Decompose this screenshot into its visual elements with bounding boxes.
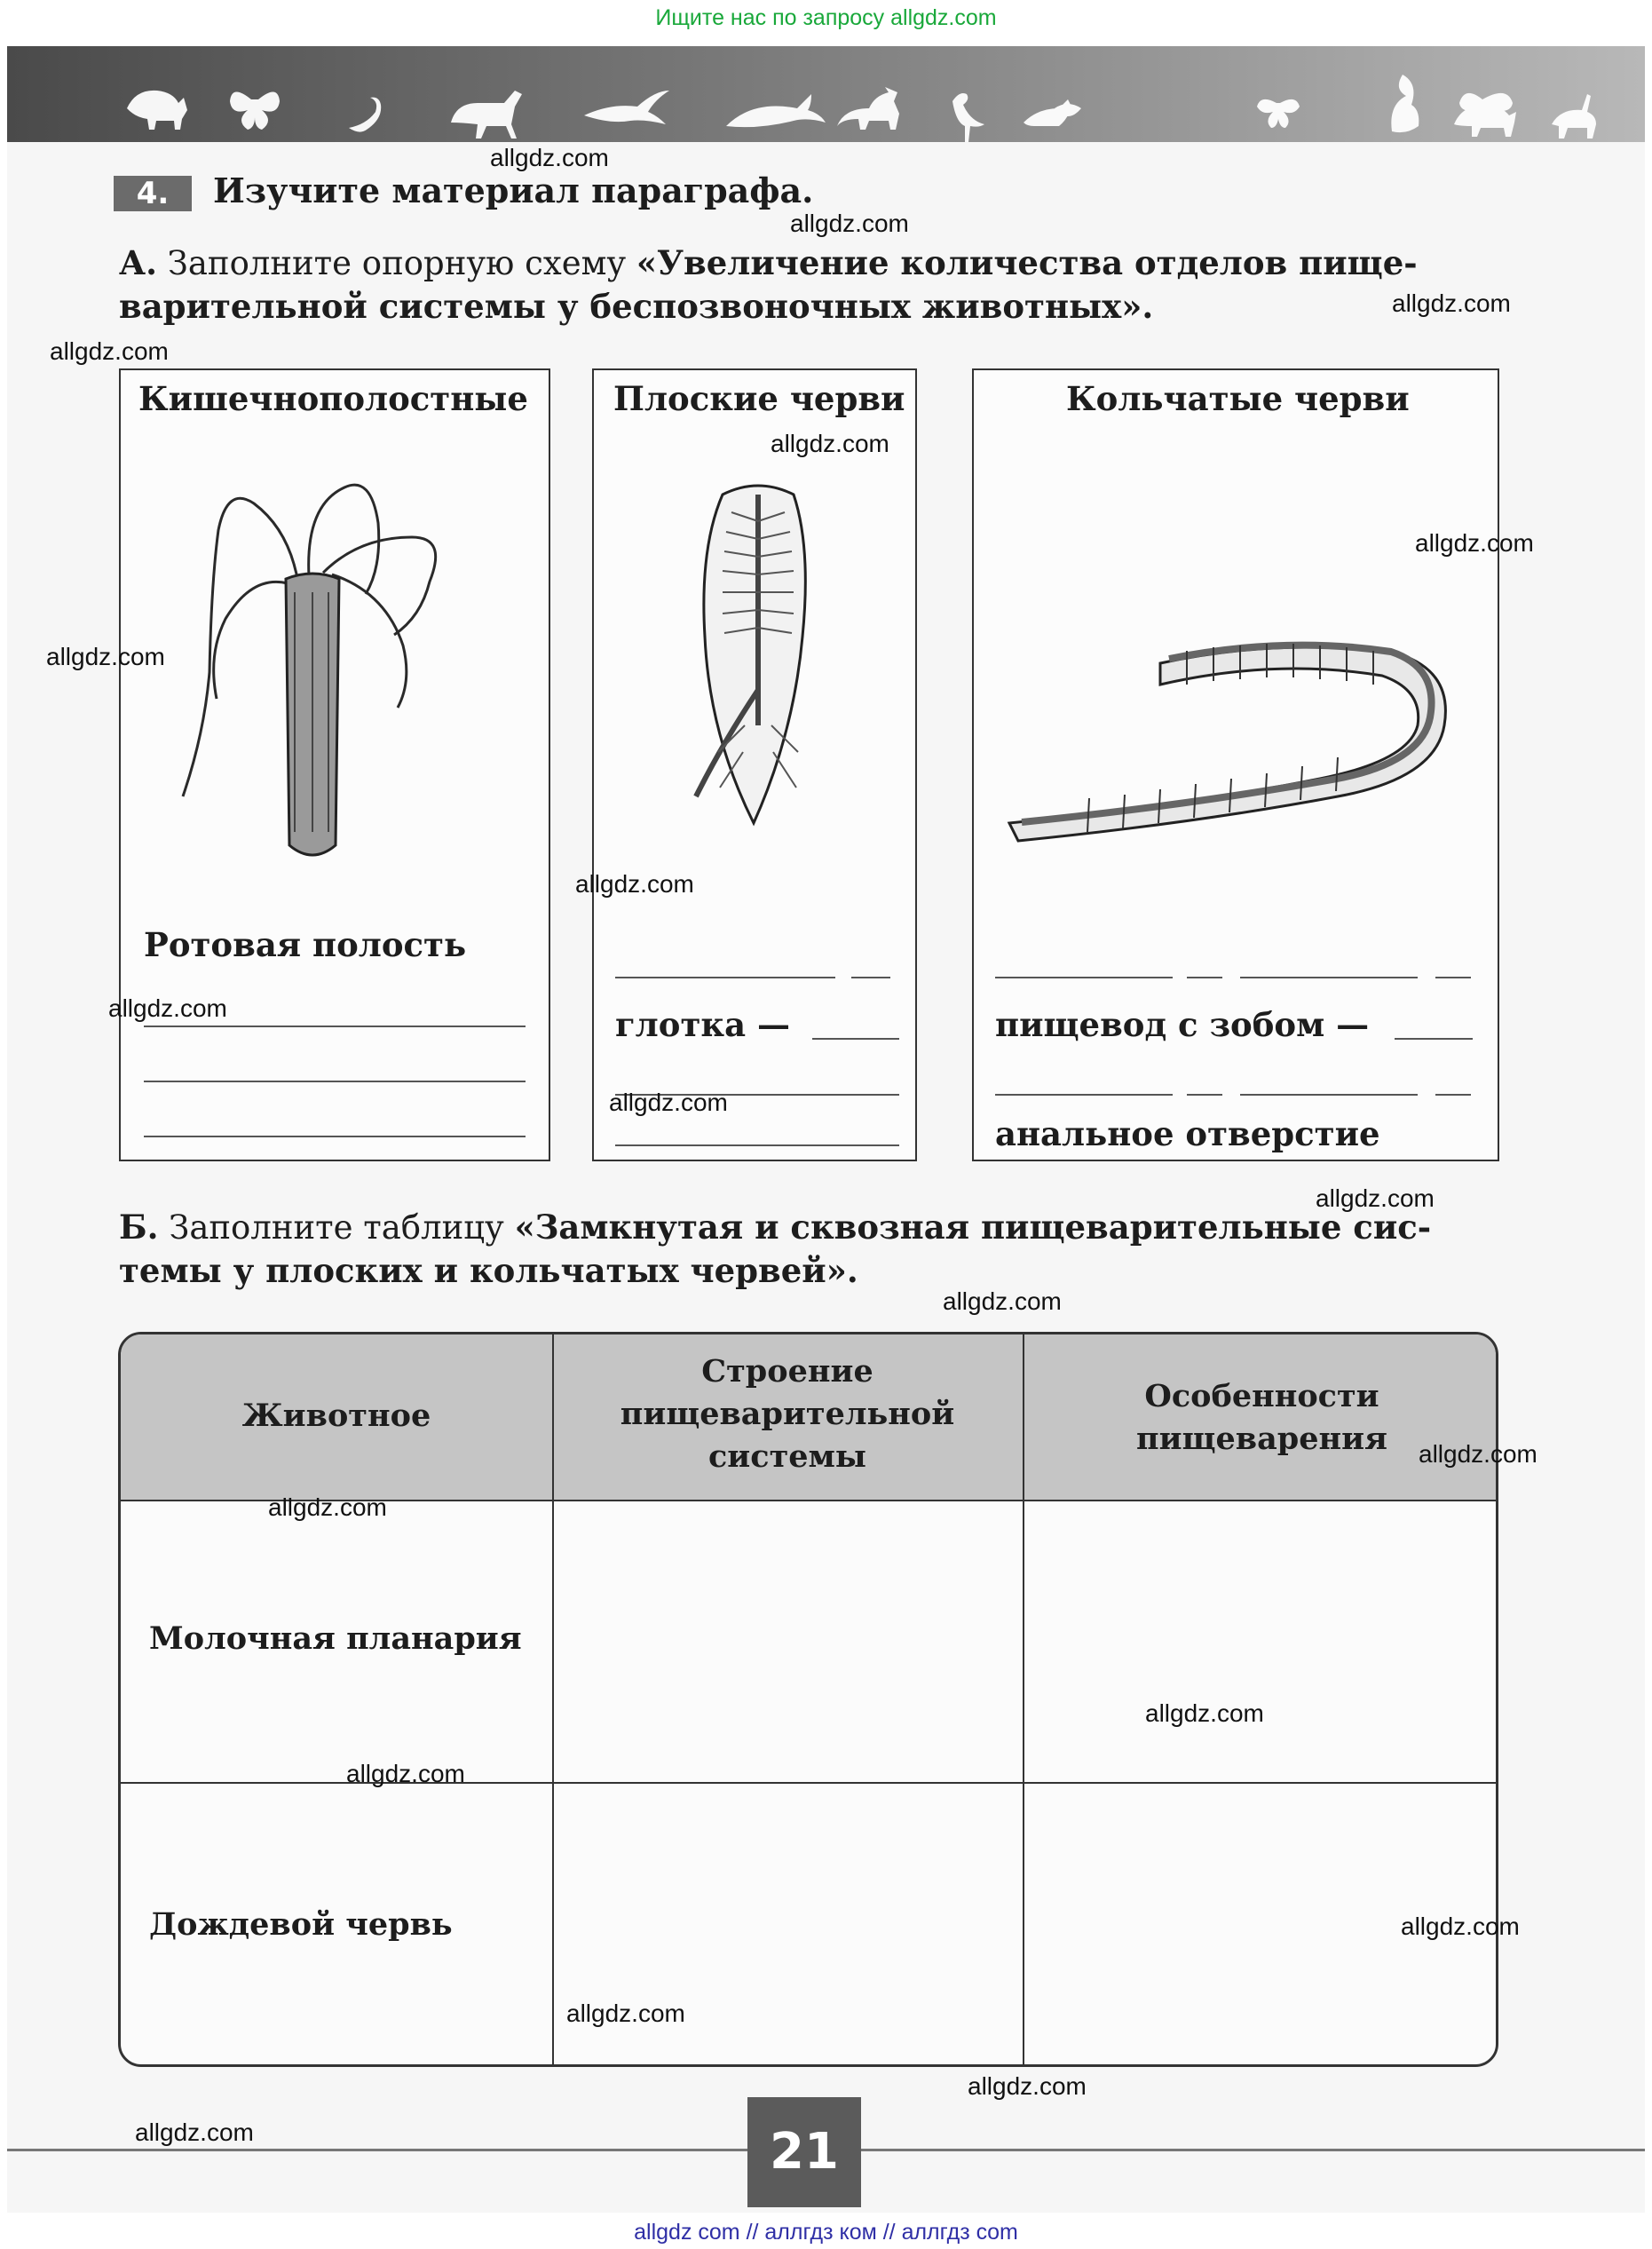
part-b-bold-line2: темы у плоских и кольчатых червей». <box>119 1251 858 1290</box>
earthworm-illustration <box>974 592 1501 859</box>
hydra-illustration <box>121 459 552 921</box>
answer-line[interactable] <box>851 977 890 978</box>
header-structure <box>552 1350 1023 1478</box>
label-esophagus-crop: пищевод с зобом — <box>995 1005 1370 1044</box>
watermark: allgdz.com <box>1392 289 1511 317</box>
watermark: allgdz.com <box>108 994 227 1022</box>
label-pharynx: глотка — <box>615 1005 790 1044</box>
watermark: allgdz.com <box>575 870 694 898</box>
part-a-instruction <box>119 242 1504 329</box>
watermark: allgdz.com <box>968 2072 1087 2100</box>
answer-line[interactable] <box>615 977 835 978</box>
part-b-prefix: Б. <box>119 1208 159 1247</box>
watermark: allgdz.com <box>135 2118 254 2146</box>
header-structure-line1: Строение <box>701 1353 873 1390</box>
watermark: allgdz.com <box>46 643 165 670</box>
column-divider <box>1023 1334 1024 2064</box>
header-animal: Животное <box>241 1398 431 1434</box>
bottom-banner-links[interactable]: allgdz com // аллгдз ком // аллгдз com <box>634 2220 1018 2245</box>
heron-icon <box>952 93 984 142</box>
header-features-line2: пищеварения <box>1136 1421 1387 1457</box>
answer-line[interactable] <box>1240 977 1418 978</box>
scheme-box-annelids <box>972 368 1499 1161</box>
answer-line[interactable] <box>615 1144 899 1146</box>
antelope-icon <box>1552 94 1596 139</box>
header-structure-line3: системы <box>707 1438 867 1475</box>
answer-line[interactable] <box>1240 1094 1418 1096</box>
answer-line[interactable] <box>144 1026 526 1027</box>
answer-line[interactable] <box>1187 1094 1222 1096</box>
top-banner-link[interactable]: Ищите нас по запросу allgdz.com <box>655 5 997 30</box>
moose-icon <box>837 87 899 130</box>
bird-icon <box>584 91 669 124</box>
part-b-plain-text: Заполните таблицу <box>169 1208 504 1247</box>
butterfly-icon <box>230 91 280 130</box>
planarian-illustration <box>594 459 919 921</box>
fly-icon <box>1257 99 1300 128</box>
watermark: allgdz.com <box>1419 1440 1537 1468</box>
table-header-row <box>121 1334 1496 1501</box>
answer-line[interactable] <box>144 1081 526 1082</box>
answer-line[interactable] <box>1187 977 1222 978</box>
scheme-box-coelenterates <box>119 368 550 1161</box>
column-divider <box>552 1334 554 2064</box>
part-a-bold-line2: варительной системы у беспозвоночных животных». <box>119 287 1154 326</box>
answer-line[interactable] <box>995 1094 1173 1096</box>
part-b-instruction <box>119 1206 1504 1293</box>
answer-line[interactable] <box>144 1136 526 1137</box>
watermark: allgdz.com <box>566 2000 685 2027</box>
watermark: allgdz.com <box>490 144 609 171</box>
header-band <box>7 46 1645 142</box>
answer-line[interactable] <box>1395 1038 1473 1040</box>
watermark: allgdz.com <box>346 1760 465 1787</box>
watermark: allgdz.com <box>790 210 909 237</box>
task-title: Изучите материал параграфа. <box>213 170 814 210</box>
answer-line[interactable] <box>1435 977 1471 978</box>
scorpion-icon <box>337 98 381 140</box>
answer-line[interactable] <box>812 1038 899 1040</box>
horse-icon <box>451 91 522 139</box>
watermark: allgdz.com <box>268 1493 387 1521</box>
box-title-coelenterates: Кишечнополостные <box>138 379 528 418</box>
watermark: allgdz.com <box>50 337 169 365</box>
watermark: allgdz.com <box>943 1287 1062 1315</box>
watermark: allgdz.com <box>1145 1699 1264 1727</box>
bison-icon <box>127 91 187 130</box>
part-a-bold-line1: «Увеличение количества отделов пище- <box>636 243 1418 282</box>
watermark: allgdz.com <box>1415 529 1534 557</box>
header-features-line1: Особенности <box>1144 1378 1379 1414</box>
row-divider <box>121 1782 1496 1784</box>
watermark: allgdz.com <box>1316 1184 1435 1212</box>
task-number-badge: 4. <box>114 176 192 211</box>
cell-animal-planaria: Молочная планария <box>149 1620 522 1657</box>
header-structure-line2: пищеварительной <box>620 1396 955 1432</box>
label-oral-cavity: Ротовая полость <box>144 925 467 964</box>
dolphin-icon <box>726 94 826 127</box>
watermark: allgdz.com <box>771 430 889 457</box>
digestive-systems-table <box>118 1332 1498 2067</box>
scheme-box-flatworms <box>592 368 917 1161</box>
answer-line[interactable] <box>1435 1094 1471 1096</box>
part-a-prefix: А. <box>119 243 158 282</box>
squirrel-icon <box>1391 75 1419 132</box>
animal-silhouettes-decoration <box>7 46 1645 142</box>
watermark: allgdz.com <box>609 1089 728 1116</box>
box-title-flatworms: Плоские черви <box>613 379 905 418</box>
box-title-annelids: Кольчатые черви <box>1066 379 1410 418</box>
label-anal-opening: анальное отверстие <box>995 1114 1380 1153</box>
cell-animal-earthworm: Дождевой червь <box>149 1906 453 1943</box>
part-a-plain-text: Заполните опорную схему <box>167 244 627 282</box>
watermark: allgdz.com <box>1401 1912 1520 1940</box>
page-number: 21 <box>747 2097 861 2207</box>
part-b-bold-line1: «Замкнутая и сквозная пищеварительные сис- <box>514 1208 1432 1247</box>
answer-line[interactable] <box>995 977 1173 978</box>
